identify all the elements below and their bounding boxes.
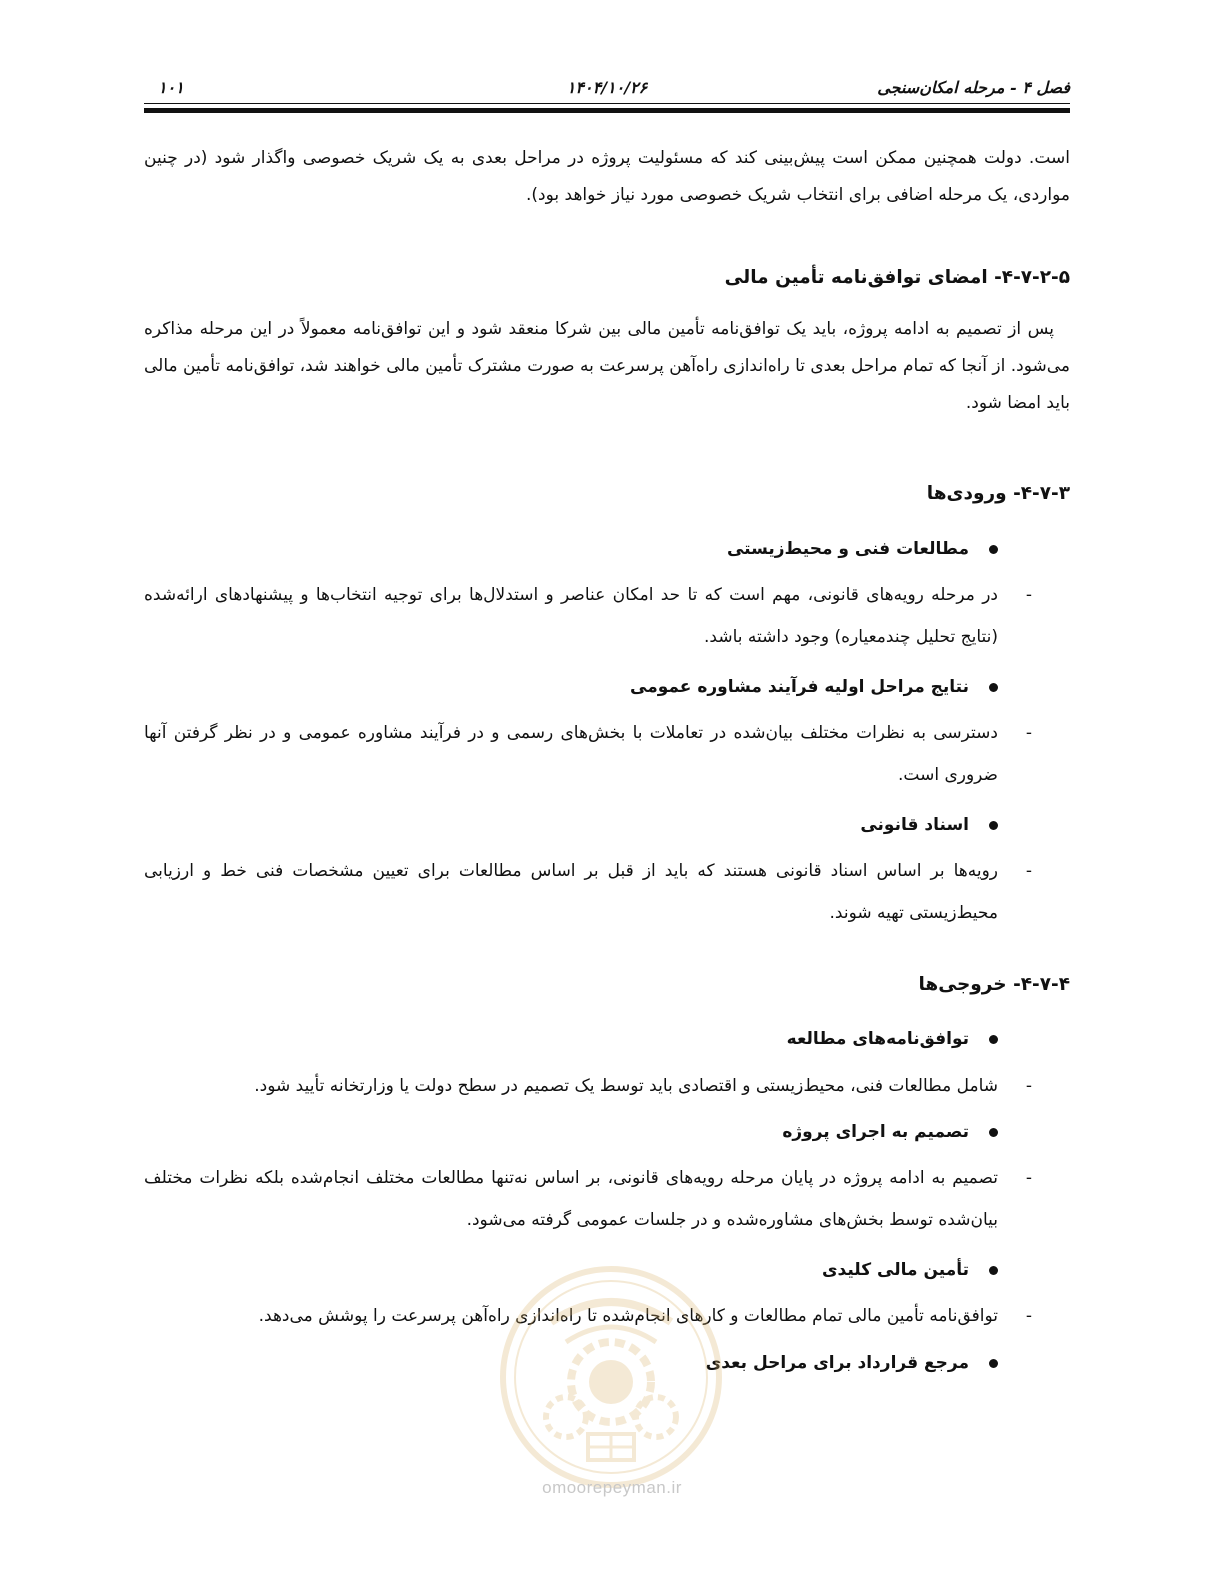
page-number: ۱۰۱ (158, 78, 184, 97)
header-date: ۱۴۰۴/۱۰/۲۶ (566, 78, 648, 97)
dash-icon: - (1025, 861, 1032, 881)
intro-paragraph: است. دولت همچنین ممکن است پیش‌بینی کند که مسئولیت پروژه در مراحل بعدی به یک شریک خصوصی واگذار شود (در چنین مواردی، یک مرحله اضافی برای انتخاب شریک خصوصی مورد نیاز خواهد بود). (144, 148, 1070, 205)
chapter-title: فصل ۴ - مرحله امکان‌سنجی (877, 78, 1070, 97)
dash-icon: - (1025, 1306, 1032, 1326)
bullet-item (706, 1348, 998, 1378)
dash-icon: - (1025, 1168, 1032, 1188)
bullet-item (630, 672, 998, 702)
section-heading-4-7-2-5: ۴-۷-۲-۵- امضای توافق‌نامه تأمین مالی (724, 267, 1070, 288)
list-item-text: تصمیم به ادامه پروژه در پایان مرحله رویه‌های قانونی، بر اساس نه‌تنها مطالعات مختلف انجام‌شده بلکه نظرات مختلف بیان‌شده توسط بخش‌های مشاوره‌شده و در جلسات عمومی گرفته می‌شود. (144, 1168, 998, 1230)
bullet-label: مرجع قرارداد برای مراحل بعدی (705, 1353, 969, 1373)
bullet-item (782, 1117, 998, 1147)
section-heading-4-7-4: ۴-۷-۴- خروجی‌ها (918, 974, 1070, 995)
list-item (144, 1065, 1070, 1107)
list-item-text: در مرحله رویه‌های قانونی، مهم است که تا حد امکان عناصر و استدلال‌ها برای توجیه انتخاب‌ها و پیشنهادهای ارائه‌شده (نتایج تحلیل چندمعیاره) وجود داشته باشد. (144, 585, 998, 647)
list-item-text: توافق‌نامه تأمین مالی تمام مطالعات و کارهای انجام‌شده تا راه‌اندازی راه‌آهن پرسرعت را پوشش می‌دهد. (258, 1306, 998, 1326)
bullet-dot-icon (989, 1128, 998, 1137)
section-heading-4-7-3: ۴-۷-۳- ورودی‌ها (926, 483, 1070, 504)
list-item (144, 712, 1070, 796)
bullet-label: اسناد قانونی (860, 815, 969, 835)
bullet-dot-icon (989, 1266, 998, 1275)
list-item (144, 850, 1070, 934)
list-item-text: دسترسی به نظرات مختلف بیان‌شده در تعاملات با بخش‌های رسمی و در فرآیند مشاوره عمومی و در نظر گرفتن آنها ضروری است. (144, 723, 998, 785)
bullet-label: مطالعات فنی و محیط‌زیستی (726, 539, 969, 559)
bullet-label: تصمیم به اجرای پروژه (782, 1122, 969, 1142)
header-rule-thin (144, 103, 1070, 104)
bullet-dot-icon (989, 1359, 998, 1368)
watermark-url: omoorepeyman.ir (542, 1478, 682, 1497)
bullet-item (787, 1024, 998, 1054)
list-item-text: شامل مطالعات فنی، محیط‌زیستی و اقتصادی باید توسط یک تصمیم در سطح دولت یا وزارتخانه تأیید شود. (254, 1076, 998, 1096)
list-item (144, 574, 1070, 658)
page-header (144, 72, 1070, 104)
bullet-dot-icon (989, 545, 998, 554)
watermark-seal-icon (496, 1262, 726, 1492)
bullet-label: نتایج مراحل اولیه فرآیند مشاوره عمومی (630, 677, 969, 697)
list-item-text: رویه‌ها بر اساس اسناد قانونی هستند که باید از قبل بر اساس مطالعات برای تعیین مشخصات فنی خط و ارزیابی محیط‌زیستی تهیه شوند. (144, 861, 998, 923)
bullet-dot-icon (989, 1035, 998, 1044)
bullet-item (727, 534, 998, 564)
bullet-label: توافق‌نامه‌های مطالعه (786, 1029, 969, 1049)
header-rule-thick (144, 108, 1070, 113)
dash-icon: - (1025, 585, 1032, 605)
dash-icon: - (1025, 723, 1032, 743)
bullet-dot-icon (989, 683, 998, 692)
section-4-7-2-5-paragraph: پس از تصمیم به ادامه پروژه، باید یک توافق‌نامه تأمین مالی بین شرکا منعقد شود و این توافق‌نامه معمولاً در این مرحله مذاکره می‌شود. از آنجا که تمام مراحل بعدی تا راه‌اندازی راه‌آهن پرسرعت به صورت مشترک تأمین مالی خواهند شد، توافق‌نامه تأمین مالی باید امضا شود. (144, 319, 1070, 413)
list-item (144, 1157, 1070, 1241)
bullet-label: تأمین مالی کلیدی (821, 1260, 969, 1280)
bullet-dot-icon (989, 821, 998, 830)
dash-icon: - (1025, 1076, 1032, 1096)
bullet-item (860, 810, 998, 840)
bullet-item (822, 1255, 998, 1285)
